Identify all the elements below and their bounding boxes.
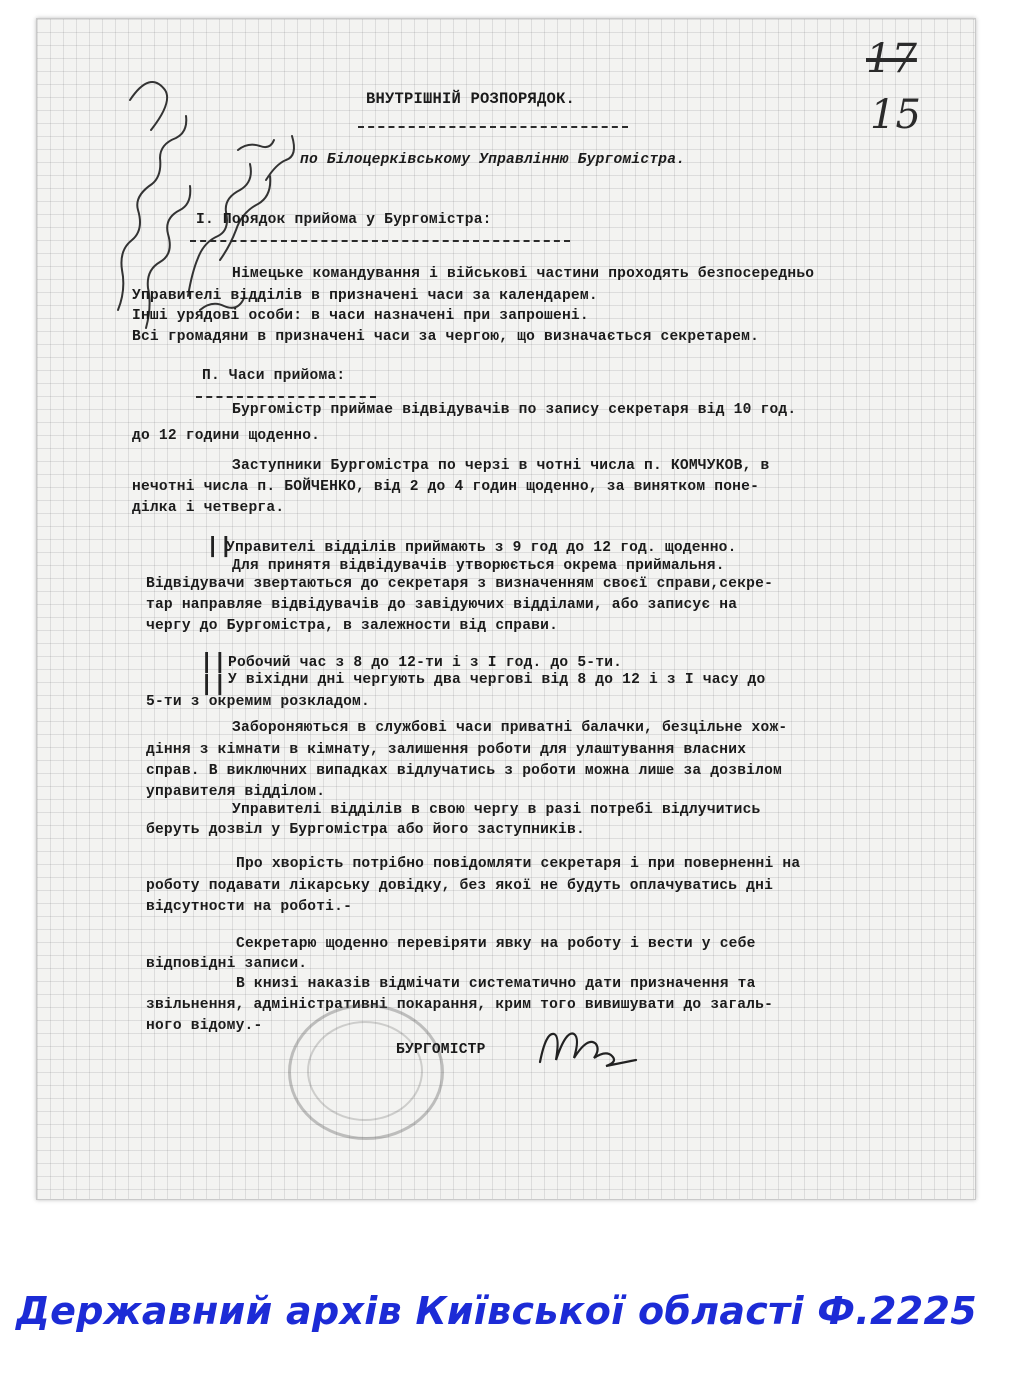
section-2-line: Для принятя відвідувачів утворюється окрема приймальня. xyxy=(232,558,725,574)
section-2-line: до 12 години щоденно. xyxy=(132,428,321,444)
section-1-line: Німецьке командування і військові частини проходять безпосередньо xyxy=(232,266,815,282)
section-2-line: В книзі наказів відмічати систематично дати призначення та xyxy=(236,976,756,992)
section-2-heading: П. Часи прийома: xyxy=(202,368,346,384)
section-2-line: Бургомістр приймае відвідувачів по запису секретаря від 10 год. xyxy=(232,402,797,418)
section-2-line: справ. В виключних випадках відлучатись з роботи можна лише за дозвілом xyxy=(146,763,782,779)
section-2-line: тар направляе відвідувачів до завідуючих відділами, або записує на xyxy=(146,597,738,613)
section-2-line: Управителі відділів приймають з 9 год до 12 год. щоденно. xyxy=(226,540,737,556)
section-2-line: 5-ти з окремим розкладом. xyxy=(146,694,370,710)
section-1-underline xyxy=(190,240,570,242)
official-seal xyxy=(288,1004,444,1140)
section-2-line: беруть дозвіл у Бургомістра або його заступників. xyxy=(146,822,585,838)
title-underline xyxy=(358,126,628,128)
section-2-line: Робочий час з 8 до 12-ти і з І год. до 5-ти. xyxy=(228,655,623,671)
section-2-line: управителя відділом. xyxy=(146,784,326,800)
section-2-line: діння з кімнати в кімнату, залишення роботи для улаштування власних xyxy=(146,742,747,758)
section-2-line: ного відому.- xyxy=(146,1018,263,1034)
section-1-heading: І. Порядок прийома у Бургомістра: xyxy=(196,212,492,228)
document-subtitle: по Білоцерківському Управлінню Бургомістра. xyxy=(300,152,686,168)
margin-mark-bars: || xyxy=(200,672,227,697)
section-2-underline xyxy=(196,396,376,398)
margin-mark-bars: || xyxy=(206,534,233,559)
section-2-line: звільнення, адміністративні покарання, крим того вивишувати до загаль- xyxy=(146,997,774,1013)
section-2-line: Забороняються в службові часи приватні балачки, безцільне хож- xyxy=(232,720,788,736)
handwritten-signature xyxy=(534,1018,644,1078)
section-1-line: Інші урядові особи: в часи назначені при запрошені. xyxy=(132,308,589,324)
signatory-title: БУРГОМІСТР xyxy=(396,1042,486,1058)
archive-caption: Державний архів Київської області Ф.2225 xyxy=(16,1289,977,1333)
archive-page-number: 15 xyxy=(870,92,921,138)
margin-mark-bars: || xyxy=(200,650,227,675)
section-2-line: Управителі відділів в свою чергу в разі потребі відлучитись xyxy=(232,802,761,818)
section-2-line: Секретарю щоденно перевіряти явку на роботу і вести у себе xyxy=(236,936,756,952)
section-2-line: Про хворість потрібно повідомляти секретаря і при поверненні на xyxy=(236,856,801,872)
section-1-line: Управителі відділів в призначені часи за календарем. xyxy=(132,288,598,304)
section-2-line: відповідні записи. xyxy=(146,956,308,972)
section-1-line: Всі громадяни в призначені часи за чергою, що визначається секретарем. xyxy=(132,329,760,345)
section-2-line: Відвідувачи звертаються до секретаря з визначенням своєї справи,секре- xyxy=(146,576,774,592)
section-2-line: роботу подавати лікарську довідку, без якої не будуть оплачуватись дні xyxy=(146,878,774,894)
archive-page-number-crossed: 17 xyxy=(866,36,917,82)
section-2-line: Заступники Бургомістра по черзі в чотні числа п. КОМЧУКОВ, в xyxy=(232,458,770,474)
section-2-line: нечотні числа п. БОЙЧЕНКО, від 2 до 4 годин щоденно, за винятком поне- xyxy=(132,479,760,495)
document-title: ВНУТРІШНІЙ РОЗПОРЯДОК. xyxy=(366,90,576,108)
official-seal-inner-ring xyxy=(307,1021,423,1121)
section-2-line: відсутности на роботі.- xyxy=(146,899,353,915)
section-2-line: ділка і четверга. xyxy=(132,500,285,516)
section-2-line: чергу до Бургомістра, в залежности від справи. xyxy=(146,618,559,634)
section-2-line: У віхідни дні чергують два чергові від 8 до 12 і з І часу до xyxy=(228,672,766,688)
